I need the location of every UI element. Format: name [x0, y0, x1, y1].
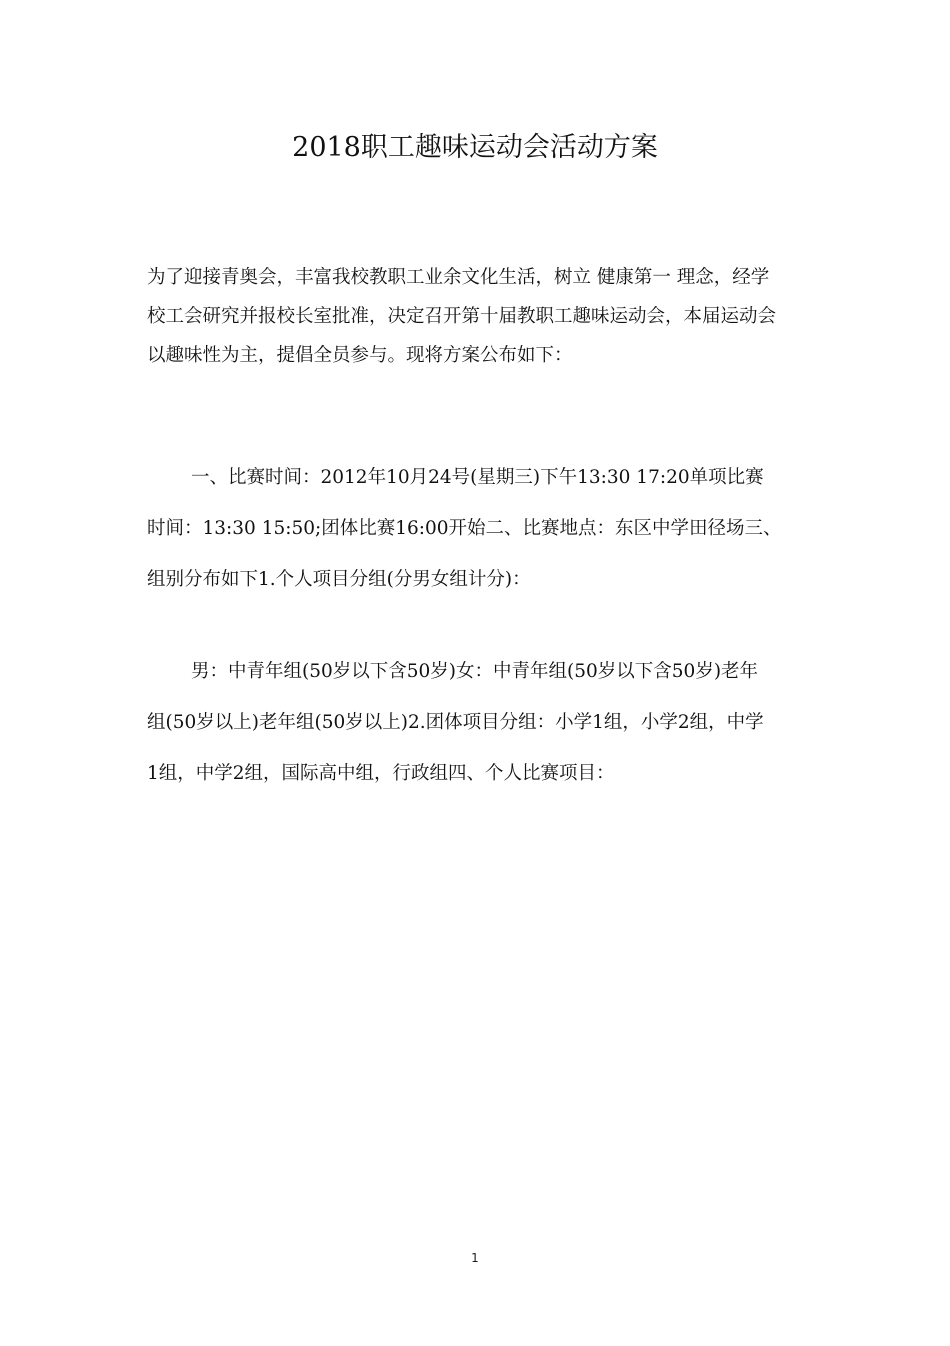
groups-line: 男：中青年组(50岁以下含50岁)女：中青年组(50岁以下含50岁)老年 [191, 661, 759, 682]
intro-paragraph [147, 258, 827, 375]
groups-line: 组(50岁以上)老年组(50岁以上)2.团体项目分组：小学1组，小学2组，中学 [147, 712, 764, 733]
schedule-line: 组别分布如下1.个人项目分组(分男女组计分)： [147, 569, 531, 590]
groups-paragraph [147, 646, 827, 799]
page-number: 1 [471, 1251, 479, 1265]
schedule-paragraph [147, 452, 827, 605]
intro-line: 以趣味性为主，提倡全员参与。现将方案公布如下： [147, 345, 573, 366]
intro-line: 为了迎接青奥会，丰富我校教职工业余文化生活，树立 健康第一 理念，经学 [147, 267, 770, 288]
intro-line: 校工会研究并报校长室批准，决定召开第十届教职工趣味运动会，本届运动会 [147, 306, 777, 327]
document-title: 2018职工趣味运动会活动方案 [292, 132, 658, 163]
schedule-line: 一、比赛时间：2012年10月24号(星期三)下午13:30 17:20单项比赛 [191, 467, 764, 488]
schedule-line: 时间：13:30 15:50;团体比赛16:00开始二、比赛地点：东区中学田径场三、 [147, 518, 782, 539]
groups-line: 1组，中学2组，国际高中组，行政组四、个人比赛项目： [147, 763, 615, 784]
